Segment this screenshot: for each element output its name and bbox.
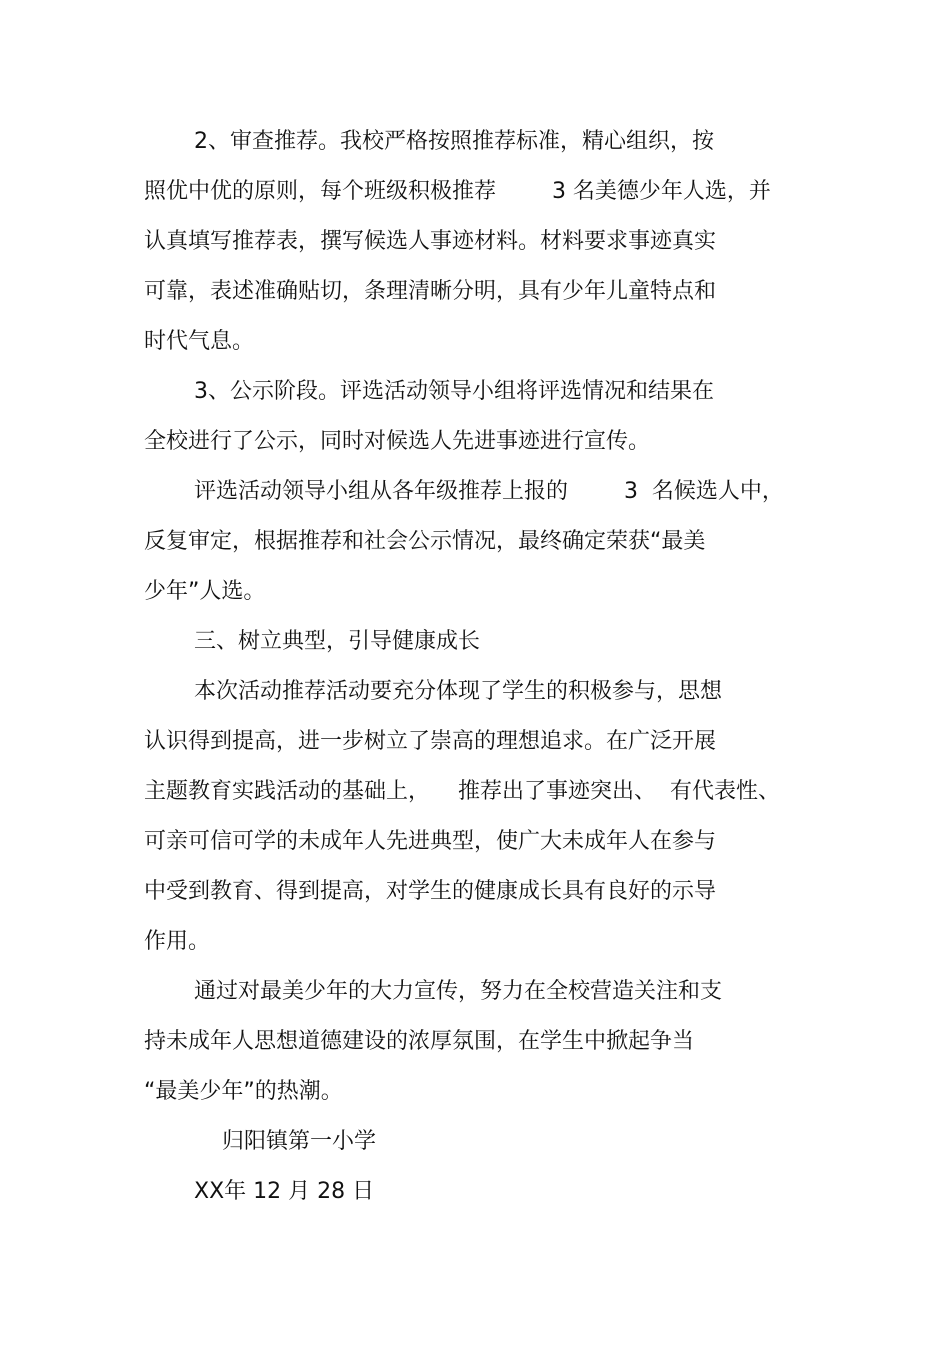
paragraph-line: 照优中优的原则，每个班级积极推荐 3 名美德少年人选，并 (144, 179, 771, 204)
paragraph-line: 3、公示阶段。评选活动领导小组将评选情况和结果在 (194, 379, 714, 404)
paragraph-line: 本次活动推荐活动要充分体现了学生的积极参与，思想 (194, 679, 723, 704)
section-heading: 三、树立典型，引导健康成长 (194, 629, 481, 654)
paragraph-line: 2、审查推荐。我校严格按照推荐标准，精心组织，按 (194, 129, 714, 154)
paragraph-line: 通过对最美少年的大力宣传，努力在全校营造关注和支 (194, 979, 723, 1004)
paragraph-line: 中受到教育、得到提高，对学生的健康成长具有良好的示导 (144, 879, 717, 904)
paragraph-line: 评选活动领导小组从各年级推荐上报的 3 名候选人中， (194, 479, 784, 504)
paragraph-line: 时代气息。 (144, 329, 255, 354)
paragraph-line: 少年”人选。 (144, 579, 266, 604)
paragraph-line: 认真填写推荐表，撰写候选人事迹材料。材料要求事迹真实 (144, 229, 717, 254)
paragraph-line: 全校进行了公示，同时对候选人先进事迹进行宣传。 (144, 429, 651, 454)
paragraph-line: 认识得到提高，进一步树立了崇高的理想追求。在广泛开展 (144, 729, 717, 754)
signature-date: XX年 12 月 28 日 (194, 1179, 375, 1204)
signature-school-name: 归阳镇第一小学 (222, 1129, 377, 1154)
paragraph-line: 主题教育实践活动的基础上， 推荐出了事迹突出、 有代表性、 (144, 779, 780, 804)
paragraph-line: 可亲可信可学的未成年人先进典型，使广大未成年人在参与 (144, 829, 717, 854)
paragraph-line: 作用。 (144, 929, 211, 954)
paragraph-line: 可靠，表述准确贴切，条理清晰分明，具有少年儿童特点和 (144, 279, 717, 304)
paragraph-line: 反复审定，根据推荐和社会公示情况，最终确定荣获“最美 (144, 529, 706, 554)
paragraph-line: 持未成年人思想道德建设的浓厚氛围，在学生中掀起争当 (144, 1029, 695, 1054)
paragraph-line: “最美少年”的热潮。 (144, 1079, 343, 1104)
